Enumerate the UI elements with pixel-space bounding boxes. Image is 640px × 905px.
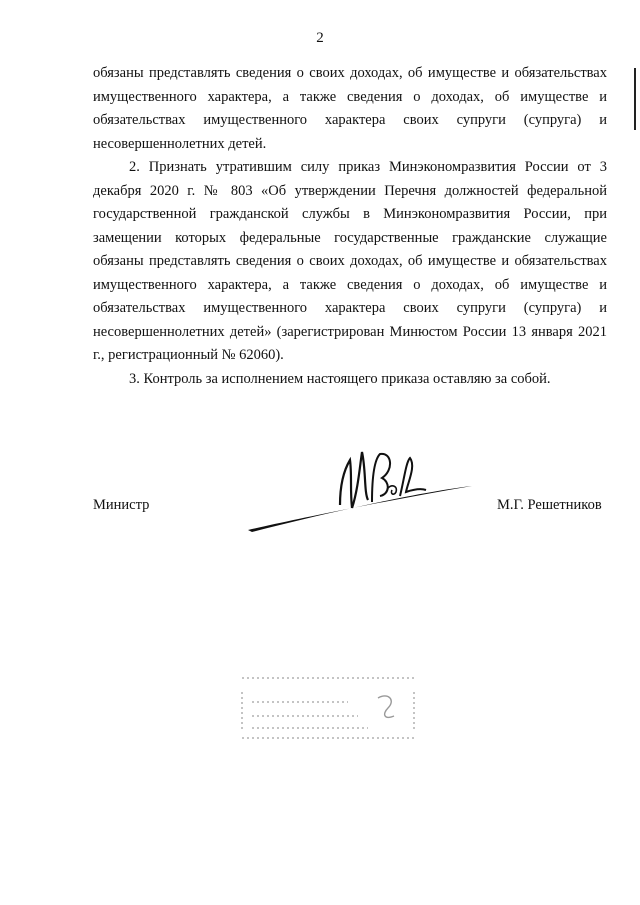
signatory-name: М.Г. Решетников (497, 497, 602, 513)
electronic-signature-stamp (238, 672, 418, 744)
paragraph-item-2: 2. Признать утратившим силу приказ Минэкономразвития России от 3 декабря 2020 г. № 803 «Об утверждении Перечня должностей федеральной государственной гражданской службы в Минэкономразвития России, при замещении которых федеральные государственные гражданские служащие обязаны представлять сведения о своих доходах, об имуществе и обязательствах имущественного характера, а также сведения о доходах, об имуществе и обязательствах имущественного характера своих супруги (супруга) и несовершеннолетних детей» (зарегистрирован Минюстом России 13 января 2021 г., регистрационный № 62060). (93, 159, 607, 363)
scan-edge-mark (634, 68, 636, 130)
body-text (93, 62, 607, 391)
page-number: 2 (316, 30, 324, 46)
paragraph-continuation: обязаны представлять сведения о своих доходах, об имуществе и обязательствах имущественного характера, а также сведения о доходах, об имуществе и обязательствах имущественного характера своих супруги (супруга) и несовершеннолетних детей. (93, 65, 607, 152)
signatory-position: Министр (93, 497, 150, 513)
paragraph-item-3: 3. Контроль за исполнением настоящего приказа оставляю за собой. (129, 370, 551, 387)
handwritten-signature (240, 430, 480, 540)
